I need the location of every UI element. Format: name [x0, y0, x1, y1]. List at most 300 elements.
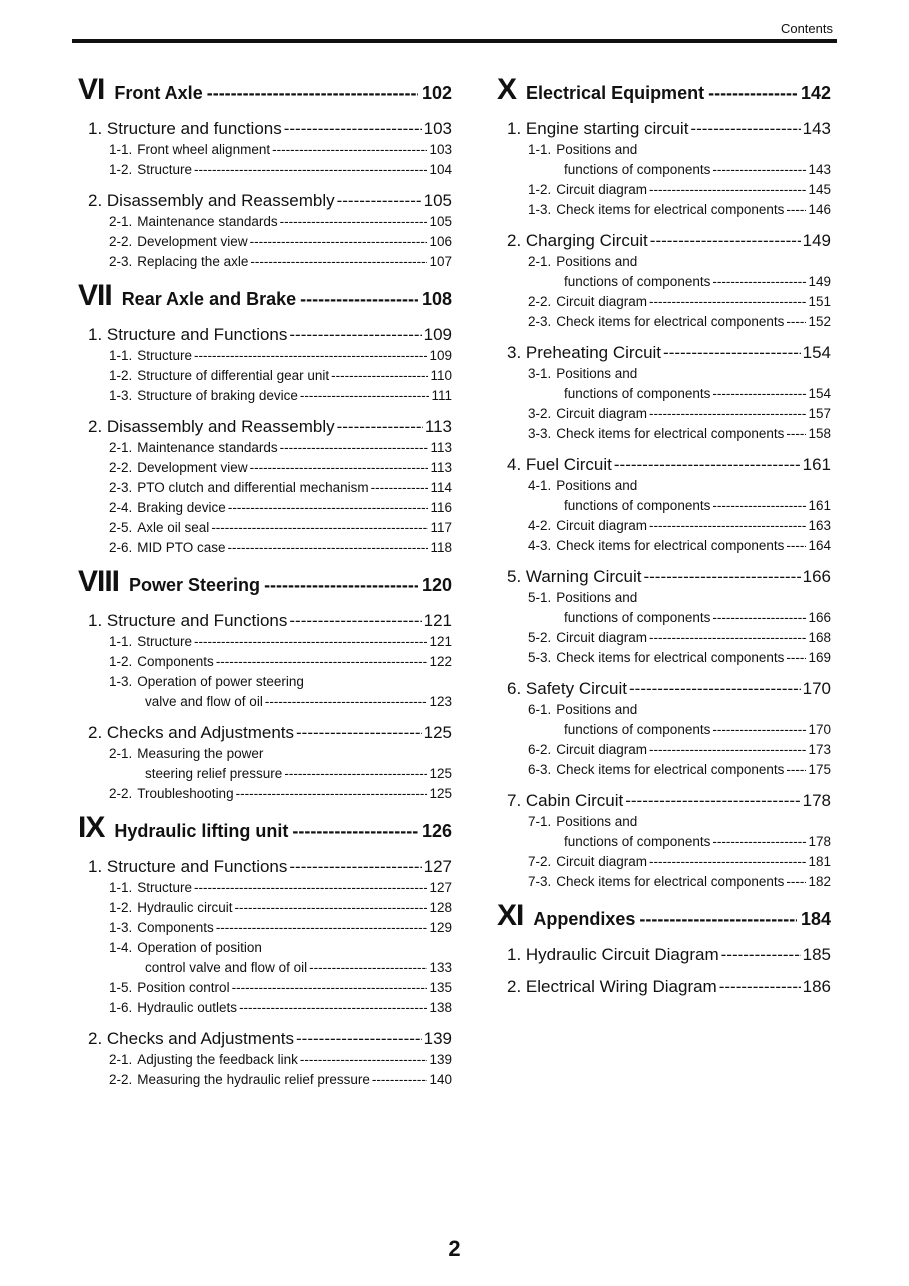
section-entry[interactable]	[497, 976, 831, 998]
section-entry[interactable]	[78, 324, 452, 346]
subsection-entry[interactable]	[497, 588, 831, 628]
section-label: 6. Safety Circuit	[507, 679, 627, 698]
subsection-number: 1-2.	[528, 182, 552, 197]
section-entry[interactable]	[497, 944, 831, 966]
leader-dots	[211, 518, 428, 538]
subsection-text: Positions and	[556, 478, 638, 493]
subsection-entry[interactable]	[497, 700, 831, 740]
subsection-line-continued	[528, 496, 831, 516]
toc-section	[497, 790, 831, 892]
toc-section	[497, 342, 831, 444]
subsection-entry[interactable]	[78, 978, 452, 998]
toc-left-column	[78, 72, 452, 1090]
subsection-text: Circuit diagram	[556, 630, 648, 645]
toc-section	[78, 190, 452, 272]
leader-dots	[284, 118, 422, 140]
subsection-number: 6-1.	[528, 702, 552, 717]
subsection-entry[interactable]	[78, 160, 452, 180]
subsection-text: Adjusting the feedback link	[137, 1052, 298, 1067]
leader-dots	[300, 1050, 428, 1070]
leader-dots	[649, 180, 806, 200]
leader-dots	[614, 454, 801, 476]
section-label: 1. Engine starting circuit	[507, 119, 689, 138]
section-entry[interactable]	[497, 790, 831, 812]
toc-section	[78, 324, 452, 406]
subsection-text: Components	[137, 654, 214, 669]
leader-dots	[296, 1028, 422, 1050]
section-page: 113	[424, 417, 452, 436]
section-page: 149	[802, 231, 831, 250]
chapter-heading[interactable]	[78, 72, 452, 108]
subsection-entry[interactable]	[78, 938, 452, 978]
subsection-entry[interactable]	[497, 516, 831, 536]
leader-dots	[690, 118, 800, 140]
leader-dots	[649, 852, 806, 872]
subsection-number: 3-1.	[528, 366, 552, 381]
subsection-text: Circuit diagram	[556, 742, 648, 757]
subsection-text-continued: functions of components	[564, 162, 711, 177]
toc-section	[497, 566, 831, 668]
leader-dots	[649, 292, 806, 312]
leader-dots	[337, 416, 423, 438]
subsection-number: 5-1.	[528, 590, 552, 605]
leader-dots	[272, 140, 427, 160]
subsection-number: 7-2.	[528, 854, 552, 869]
subsection-number: 1-1.	[109, 142, 133, 157]
subsection-number: 1-3.	[528, 202, 552, 217]
subsection-entry[interactable]	[78, 478, 452, 498]
leader-dots	[228, 498, 429, 518]
leader-dots	[712, 608, 806, 628]
toc-right-column	[497, 72, 831, 998]
toc-section	[78, 856, 452, 1018]
leader-dots	[289, 324, 421, 346]
subsection-entry[interactable]	[497, 252, 831, 292]
leader-dots	[650, 230, 801, 252]
leader-dots	[250, 232, 428, 252]
subsection-entry[interactable]	[78, 878, 452, 898]
leader-dots	[786, 872, 806, 892]
subsection-text: Measuring the hydraulic relief pressure	[137, 1072, 370, 1087]
subsection-page: 123	[429, 694, 452, 709]
chapter-title: Electrical Equipment	[526, 83, 705, 103]
leader-dots	[372, 1070, 428, 1090]
leader-dots	[712, 272, 806, 292]
subsection-text: Check items for electrical components	[556, 202, 785, 217]
subsection-page: 114	[430, 480, 452, 495]
subsection-line-continued	[528, 160, 831, 180]
section-label: 2. Checks and Adjustments	[88, 1029, 295, 1048]
subsection-text-continued: functions of components	[564, 498, 711, 513]
subsection-number: 7-1.	[528, 814, 552, 829]
leader-dots	[250, 458, 429, 478]
section-label: 2. Disassembly and Reassembly	[88, 191, 335, 210]
subsection-number: 1-3.	[109, 674, 133, 689]
section-entry[interactable]	[78, 1028, 452, 1050]
chapter-title: Rear Axle and Brake	[121, 289, 297, 309]
subsection-number: 4-3.	[528, 538, 552, 553]
toc-section	[497, 454, 831, 556]
leader-dots	[264, 575, 418, 596]
subsection-number: 5-2.	[528, 630, 552, 645]
subsection-text-continued: control valve and flow of oil	[145, 960, 308, 975]
subsection-text: Operation of power steering	[137, 674, 304, 689]
subsection-page: 110	[430, 368, 452, 383]
subsection-line	[109, 672, 452, 692]
chapter-roman-numeral: VIII	[78, 565, 120, 598]
section-page: 166	[802, 567, 831, 586]
subsection-entry[interactable]	[78, 518, 452, 538]
subsection-page: 105	[429, 214, 452, 229]
subsection-entry[interactable]	[78, 458, 452, 478]
subsection-line	[528, 364, 831, 384]
subsection-entry[interactable]	[497, 760, 831, 780]
chapter-heading[interactable]	[78, 564, 452, 600]
header-rule	[72, 39, 837, 43]
subsection-text-continued: functions of components	[564, 722, 711, 737]
section-entry[interactable]	[497, 118, 831, 140]
subsection-page: 127	[429, 880, 452, 895]
toc-section	[497, 678, 831, 780]
subsection-line-continued	[528, 272, 831, 292]
subsection-page: 146	[808, 202, 831, 217]
leader-dots	[786, 424, 806, 444]
subsection-page: 182	[808, 874, 831, 889]
subsection-entry[interactable]	[78, 140, 452, 160]
subsection-entry[interactable]	[497, 140, 831, 180]
section-page: 161	[802, 455, 831, 474]
subsection-entry[interactable]	[497, 292, 831, 312]
leader-dots	[194, 878, 427, 898]
toc-section	[497, 976, 831, 998]
subsection-text: Structure	[137, 880, 193, 895]
subsection-entry[interactable]	[497, 404, 831, 424]
subsection-entry[interactable]	[497, 312, 831, 332]
subsection-page: 111	[431, 388, 452, 403]
subsection-entry[interactable]	[78, 1050, 452, 1070]
chapter-heading[interactable]	[78, 278, 452, 314]
subsection-number: 6-2.	[528, 742, 552, 757]
leader-dots	[371, 478, 429, 498]
subsection-entry[interactable]	[78, 744, 452, 784]
subsection-number: 2-2.	[109, 234, 133, 249]
leader-dots	[296, 722, 422, 744]
subsection-number: 1-1.	[109, 348, 133, 363]
subsection-entry[interactable]	[78, 538, 452, 558]
subsection-text: Measuring the power	[137, 746, 264, 761]
subsection-entry[interactable]	[497, 200, 831, 220]
leader-dots	[292, 821, 418, 842]
subsection-number: 2-2.	[109, 786, 133, 801]
subsection-text: Operation of position	[137, 940, 262, 955]
subsection-text: Positions and	[556, 366, 638, 381]
leader-dots	[712, 160, 806, 180]
leader-dots	[265, 692, 428, 712]
section-label: 2. Electrical Wiring Diagram	[507, 977, 717, 996]
subsection-entry[interactable]	[497, 364, 831, 404]
leader-dots	[236, 784, 428, 804]
subsection-entry[interactable]	[497, 536, 831, 556]
subsection-line	[528, 476, 831, 496]
subsection-page: 117	[430, 520, 452, 535]
subsection-page: 113	[430, 440, 452, 455]
section-label: 2. Checks and Adjustments	[88, 723, 295, 742]
section-page: 178	[802, 791, 831, 810]
chapter-roman-numeral: VI	[78, 73, 105, 106]
subsection-page: 140	[429, 1072, 452, 1087]
subsection-text: Structure of braking device	[137, 388, 298, 403]
subsection-entry[interactable]	[78, 366, 452, 386]
subsection-entry[interactable]	[78, 252, 452, 272]
leader-dots	[289, 610, 421, 632]
subsection-number: 1-2.	[109, 368, 133, 383]
subsection-text: Circuit diagram	[556, 854, 648, 869]
subsection-number: 2-2.	[528, 294, 552, 309]
subsection-page: 157	[808, 406, 831, 421]
leader-dots	[712, 832, 806, 852]
subsection-page: 107	[429, 254, 452, 269]
section-entry[interactable]	[497, 342, 831, 364]
subsection-text: Positions and	[556, 254, 638, 269]
chapter-page: 102	[421, 83, 452, 103]
subsection-text: Maintenance standards	[137, 440, 278, 455]
leader-dots	[280, 212, 428, 232]
toc-section	[497, 118, 831, 220]
subsection-line-continued	[109, 958, 452, 978]
section-entry[interactable]	[497, 566, 831, 588]
subsection-entry[interactable]	[78, 386, 452, 406]
subsection-line-continued	[528, 720, 831, 740]
section-entry[interactable]	[78, 722, 452, 744]
subsection-text: Circuit diagram	[556, 294, 648, 309]
section-page: 154	[802, 343, 831, 362]
subsection-page: 152	[808, 314, 831, 329]
section-label: 4. Fuel Circuit	[507, 455, 612, 474]
subsection-text: Position control	[137, 980, 230, 995]
subsection-number: 4-2.	[528, 518, 552, 533]
subsection-page: 181	[808, 854, 831, 869]
subsection-entry[interactable]	[78, 1070, 452, 1090]
subsection-page: 133	[429, 960, 452, 975]
subsection-entry[interactable]	[497, 180, 831, 200]
subsection-number: 1-3.	[109, 920, 133, 935]
subsection-entry[interactable]	[497, 872, 831, 892]
subsection-text: Hydraulic outlets	[137, 1000, 238, 1015]
subsection-page: 128	[429, 900, 452, 915]
section-label: 2. Charging Circuit	[507, 231, 648, 250]
section-entry[interactable]	[78, 416, 452, 438]
subsection-entry[interactable]	[497, 852, 831, 872]
subsection-text: Development view	[137, 460, 248, 475]
section-label: 7. Cabin Circuit	[507, 791, 624, 810]
subsection-text: Maintenance standards	[137, 214, 278, 229]
subsection-page: 170	[808, 722, 831, 737]
leader-dots	[712, 384, 806, 404]
subsection-page: 104	[429, 162, 452, 177]
section-entry[interactable]	[78, 610, 452, 632]
leader-dots	[649, 516, 806, 536]
subsection-number: 1-1.	[528, 142, 552, 157]
subsection-entry[interactable]	[78, 998, 452, 1018]
subsection-text: Check items for electrical components	[556, 650, 785, 665]
toc-section	[497, 944, 831, 966]
subsection-text: Structure	[137, 348, 193, 363]
section-page: 170	[802, 679, 831, 698]
section-entry[interactable]	[497, 454, 831, 476]
subsection-line	[528, 252, 831, 272]
leader-dots	[649, 740, 806, 760]
subsection-text: Positions and	[556, 590, 638, 605]
subsection-entry[interactable]	[78, 438, 452, 458]
subsection-text: Check items for electrical components	[556, 314, 785, 329]
leader-dots	[708, 83, 797, 104]
section-label: 1. Structure and Functions	[88, 611, 288, 630]
subsection-page: 164	[808, 538, 831, 553]
subsection-text: Check items for electrical components	[556, 538, 785, 553]
subsection-number: 2-2.	[109, 460, 133, 475]
subsection-entry[interactable]	[497, 812, 831, 852]
leader-dots	[194, 632, 427, 652]
leader-dots	[194, 346, 427, 366]
chapter-roman-numeral: IX	[78, 811, 105, 844]
leader-dots	[663, 342, 801, 364]
subsection-entry[interactable]	[497, 740, 831, 760]
leader-dots	[300, 289, 418, 310]
leader-dots	[649, 404, 806, 424]
subsection-line-continued	[528, 608, 831, 628]
chapter-heading[interactable]	[497, 72, 831, 108]
section-label: 1. Structure and Functions	[88, 325, 288, 344]
subsection-page: 113	[430, 460, 452, 475]
subsection-number: 1-6.	[109, 1000, 133, 1015]
section-entry[interactable]	[497, 230, 831, 252]
chapter-title: Hydraulic lifting unit	[114, 821, 289, 841]
leader-dots	[786, 536, 806, 556]
subsection-number: 2-3.	[109, 480, 133, 495]
subsection-entry[interactable]	[78, 346, 452, 366]
section-page: 103	[423, 119, 452, 138]
chapter-heading[interactable]	[78, 810, 452, 846]
subsection-entry[interactable]	[78, 784, 452, 804]
subsection-text: Front wheel alignment	[137, 142, 271, 157]
subsection-number: 2-3.	[528, 314, 552, 329]
subsection-number: 3-2.	[528, 406, 552, 421]
leader-dots	[228, 538, 429, 558]
subsection-page: 129	[429, 920, 452, 935]
subsection-text: Braking device	[137, 500, 226, 515]
subsection-entry[interactable]	[78, 898, 452, 918]
subsection-text: Circuit diagram	[556, 182, 648, 197]
section-entry[interactable]	[78, 118, 452, 140]
subsection-text-continued: functions of components	[564, 610, 711, 625]
subsection-number: 5-3.	[528, 650, 552, 665]
subsection-entry[interactable]	[78, 632, 452, 652]
subsection-entry[interactable]	[78, 232, 452, 252]
leader-dots	[289, 856, 421, 878]
subsection-entry[interactable]	[497, 648, 831, 668]
subsection-number: 7-3.	[528, 874, 552, 889]
leader-dots	[207, 83, 418, 104]
toc-section	[78, 1028, 452, 1090]
subsection-number: 2-5.	[109, 520, 133, 535]
subsection-entry[interactable]	[497, 476, 831, 516]
subsection-number: 1-2.	[109, 900, 133, 915]
subsection-line-continued	[528, 384, 831, 404]
section-label: 5. Warning Circuit	[507, 567, 642, 586]
toc-section	[78, 118, 452, 180]
subsection-line-continued	[109, 764, 452, 784]
subsection-page: 138	[429, 1000, 452, 1015]
subsection-text: Check items for electrical components	[556, 762, 785, 777]
chapter-title: Appendixes	[533, 909, 636, 929]
chapter-roman-numeral: VII	[78, 279, 112, 312]
subsection-text: Circuit diagram	[556, 406, 648, 421]
section-page: 105	[423, 191, 452, 210]
subsection-entry[interactable]	[78, 672, 452, 712]
subsection-text-continued: steering relief pressure	[145, 766, 283, 781]
section-label: 1. Structure and Functions	[88, 857, 288, 876]
subsection-page: 151	[808, 294, 831, 309]
subsection-text: PTO clutch and differential mechanism	[137, 480, 369, 495]
subsection-text: MID PTO case	[137, 540, 226, 555]
chapter-heading[interactable]	[497, 898, 831, 934]
subsection-number: 4-1.	[528, 478, 552, 493]
section-entry[interactable]	[78, 856, 452, 878]
subsection-line-continued	[528, 832, 831, 852]
leader-dots	[712, 496, 806, 516]
subsection-number: 6-3.	[528, 762, 552, 777]
section-label: 1. Structure and functions	[88, 119, 282, 138]
page-number: 2	[448, 1236, 461, 1261]
leader-dots	[309, 958, 427, 978]
subsection-text: Replacing the axle	[137, 254, 249, 269]
subsection-text-continued: valve and flow of oil	[145, 694, 263, 709]
subsection-entry[interactable]	[78, 498, 452, 518]
subsection-line	[528, 700, 831, 720]
subsection-entry[interactable]	[497, 424, 831, 444]
leader-dots	[194, 160, 427, 180]
subsection-text: Circuit diagram	[556, 518, 648, 533]
leader-dots	[216, 918, 428, 938]
subsection-entry[interactable]	[78, 212, 452, 232]
subsection-number: 1-1.	[109, 880, 133, 895]
toc-section	[78, 416, 452, 558]
subsection-number: 2-4.	[109, 500, 133, 515]
section-label: 2. Disassembly and Reassembly	[88, 417, 335, 436]
section-label: 1. Hydraulic Circuit Diagram	[507, 945, 719, 964]
toc-section	[78, 610, 452, 712]
leader-dots	[625, 790, 800, 812]
section-page: 186	[802, 977, 831, 996]
subsection-page: 149	[808, 274, 831, 289]
subsection-entry[interactable]	[78, 918, 452, 938]
section-entry[interactable]	[78, 190, 452, 212]
subsection-number: 1-2.	[109, 654, 133, 669]
subsection-page: 163	[808, 518, 831, 533]
subsection-text: Positions and	[556, 814, 638, 829]
leader-dots	[232, 978, 428, 998]
section-entry[interactable]	[497, 678, 831, 700]
chapter-page: 142	[800, 83, 831, 103]
subsection-page: 139	[429, 1052, 452, 1067]
subsection-entry[interactable]	[78, 652, 452, 672]
section-page: 121	[423, 611, 452, 630]
subsection-page: 125	[429, 786, 452, 801]
subsection-page: 154	[808, 386, 831, 401]
subsection-entry[interactable]	[497, 628, 831, 648]
chapter-page: 126	[421, 821, 452, 841]
toc-section	[497, 230, 831, 332]
